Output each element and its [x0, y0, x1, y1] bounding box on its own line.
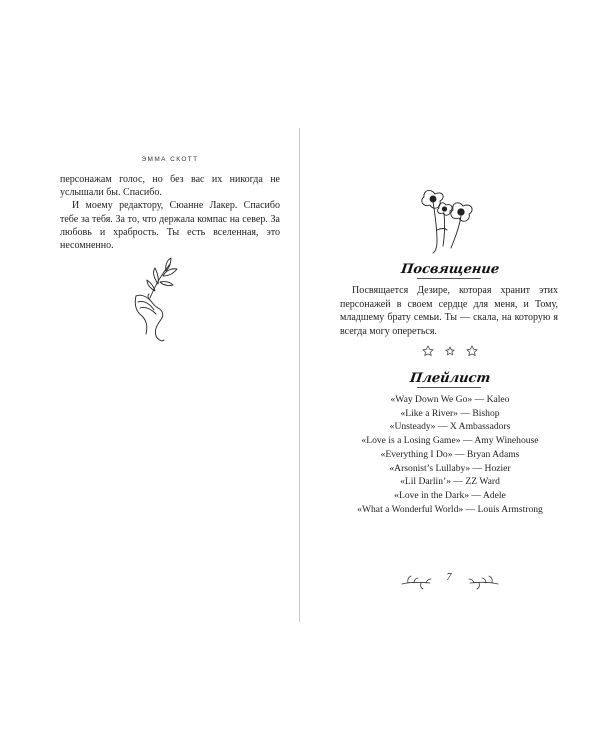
paragraph: персонажам голос, но без вас их никогда не услышали бы. Спасибо. — [60, 174, 280, 199]
playlist — [300, 393, 600, 516]
playlist-item: «Love is a Losing Game» — Amy Winehouse — [361, 435, 539, 447]
dedication-text — [340, 284, 558, 338]
playlist-item: «Arsonist’s Lullaby» — Hozier — [389, 462, 511, 474]
dedication-heading: Посвящение — [299, 262, 600, 279]
dedication-paragraph: Посвящается Дезире, которая хранит этих персонажей в своем сердце для меня, и Тому, младшему брату семьи. Ты — скала, на которую я всегда могу опереться. — [340, 285, 558, 337]
playlist-item: «Way Down We Go» — Kaleo — [390, 394, 510, 405]
playlist-item: «Like a River» — Bishop — [400, 407, 500, 419]
stars-divider-icon — [420, 343, 480, 357]
poppy-flowers-icon — [415, 184, 485, 254]
playlist-item: «Everything I Do» — Bryan Adams — [380, 448, 520, 460]
playlist-heading: Плейлист — [299, 371, 600, 388]
left-body-text — [60, 173, 280, 252]
playlist-item: «What a Wonderful World» — Louis Armstrong — [357, 503, 543, 515]
page-number: 7 — [446, 572, 452, 583]
playlist-item: «Unsteady» — X Ambassadors — [389, 421, 511, 433]
left-page — [0, 0, 299, 750]
hand-holding-sprig-icon — [128, 254, 184, 344]
playlist-item: «Lil Darlin’» — ZZ Ward — [400, 476, 500, 488]
playlist-item: «Love in the Dark» — Adele — [394, 489, 506, 501]
right-page — [300, 0, 600, 750]
running-head: ЭММА СКОТТ — [141, 156, 199, 163]
paragraph: И моему редактору, Сюанне Лакер. Спасибо тебе за тебя. За то, что держала компас на север. За любовь и храбрость. Ты есть вселенная, это несомненно. — [60, 200, 280, 252]
